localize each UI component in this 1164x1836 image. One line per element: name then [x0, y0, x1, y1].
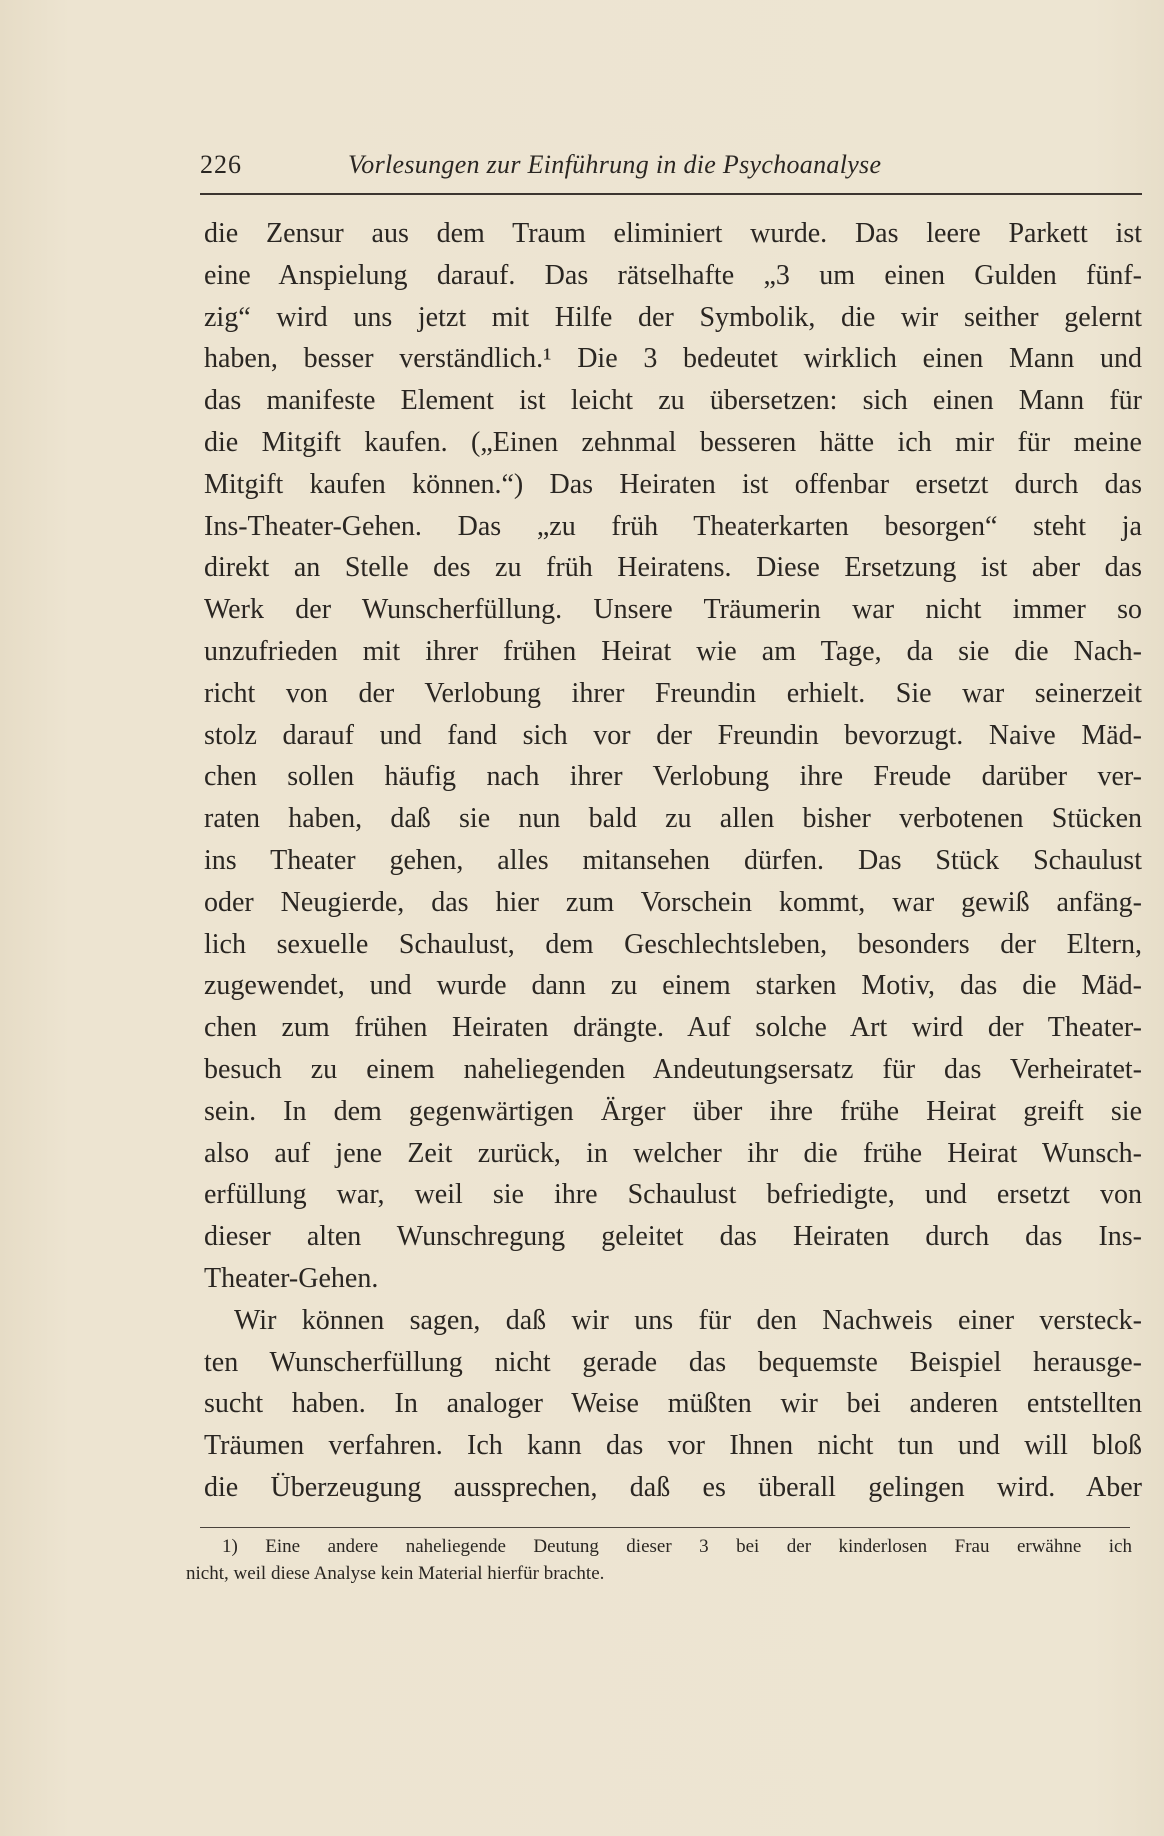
- running-title: Vorlesungen zur Einführung in die Psychoanalyse: [348, 150, 882, 179]
- footnotes: [186, 1533, 1132, 1587]
- text-line: besuch zu einem naheliegenden Andeutungsersatz für das Verheiratet-: [204, 1053, 1142, 1085]
- text-line: dieser alten Wunschregung geleitet das Heiraten durch das Ins-: [204, 1221, 1142, 1253]
- text-line: eine Anspielung darauf. Das rätselhafte „3 um einen Gulden fünf-: [204, 259, 1142, 291]
- text-line: chen zum frühen Heiraten drängte. Auf solche Art wird der Theater-: [204, 1012, 1142, 1044]
- text-line: unzufrieden mit ihrer frühen Heirat wie am Tage, da sie die Nach-: [204, 635, 1142, 667]
- text-line: raten haben, daß sie nun bald zu allen bisher verbotenen Stücken: [204, 803, 1142, 835]
- text-line: erfüllung war, weil sie ihre Schaulust befriedigte, und ersetzt von: [204, 1179, 1142, 1211]
- footnote-line: 1) Eine andere naheliegende Deutung dieser 3 bei der kinderlosen Frau erwähne ich: [222, 1536, 1132, 1557]
- text-line: lich sexuelle Schaulust, dem Geschlechtsleben, besonders der Eltern,: [204, 928, 1142, 960]
- text-line: Ins-Theater-Gehen. Das „zu früh Theaterkarten besorgen“ steht ja: [204, 510, 1142, 542]
- text-line: direkt an Stelle des zu früh Heiratens. Diese Ersetzung ist aber das: [204, 552, 1142, 584]
- text-line: chen sollen häufig nach ihrer Verlobung ihre Freude darüber ver-: [204, 761, 1142, 793]
- body-text: [204, 213, 1142, 1509]
- text-line: haben, besser verständlich.¹ Die 3 bedeutet wirklich einen Mann und: [204, 343, 1142, 375]
- text-line: also auf jene Zeit zurück, in welcher ihr die frühe Heirat Wunsch-: [204, 1137, 1142, 1169]
- footnote-rule: [200, 1527, 1130, 1528]
- text-line: Mitgift kaufen können.“) Das Heiraten ist offenbar ersetzt durch das: [204, 468, 1142, 500]
- text-line: Wir können sagen, daß wir uns für den Nachweis einer versteck-: [234, 1304, 1142, 1336]
- text-line: zugewendet, und wurde dann zu einem starken Motiv, das die Mäd-: [204, 970, 1142, 1002]
- text-line: ins Theater gehen, alles mitansehen dürfen. Das Stück Schaulust: [204, 844, 1142, 876]
- page-header: [200, 150, 1144, 190]
- footnote-line: nicht, weil diese Analyse kein Material hierfür brachte.: [186, 1563, 605, 1584]
- text-line: sucht haben. In analoger Weise müßten wir bei anderen entstellten: [204, 1388, 1142, 1420]
- text-line: Werk der Wunscherfüllung. Unsere Träumerin war nicht immer so: [204, 594, 1142, 626]
- text-line: Theater-Gehen.: [204, 1262, 379, 1294]
- text-line: zig“ wird uns jetzt mit Hilfe der Symbolik, die wir seither gelernt: [204, 301, 1142, 333]
- text-line: das manifeste Element ist leicht zu übersetzen: sich einen Mann für: [204, 385, 1142, 417]
- text-line: sein. In dem gegenwärtigen Ärger über ihre frühe Heirat greift sie: [204, 1095, 1142, 1127]
- text-line: oder Neugierde, das hier zum Vorschein kommt, war gewiß anfäng-: [204, 886, 1142, 918]
- text-line: stolz darauf und fand sich vor der Freundin bevorzugt. Naive Mäd-: [204, 719, 1142, 751]
- page-number: 226: [200, 150, 242, 179]
- header-rule: [200, 193, 1142, 195]
- text-line: ten Wunscherfüllung nicht gerade das bequemste Beispiel herausge-: [204, 1346, 1142, 1378]
- text-line: die Mitgift kaufen. („Einen zehnmal besseren hätte ich mir für meine: [204, 426, 1142, 458]
- text-line: Träumen verfahren. Ich kann das vor Ihnen nicht tun und will bloß: [204, 1430, 1142, 1462]
- text-line: die Zensur aus dem Traum eliminiert wurde. Das leere Parkett ist: [204, 218, 1142, 249]
- text-line: richt von der Verlobung ihrer Freundin erhielt. Sie war seinerzeit: [204, 677, 1142, 709]
- text-line: die Überzeugung aussprechen, daß es überall gelingen wird. Aber: [204, 1471, 1142, 1503]
